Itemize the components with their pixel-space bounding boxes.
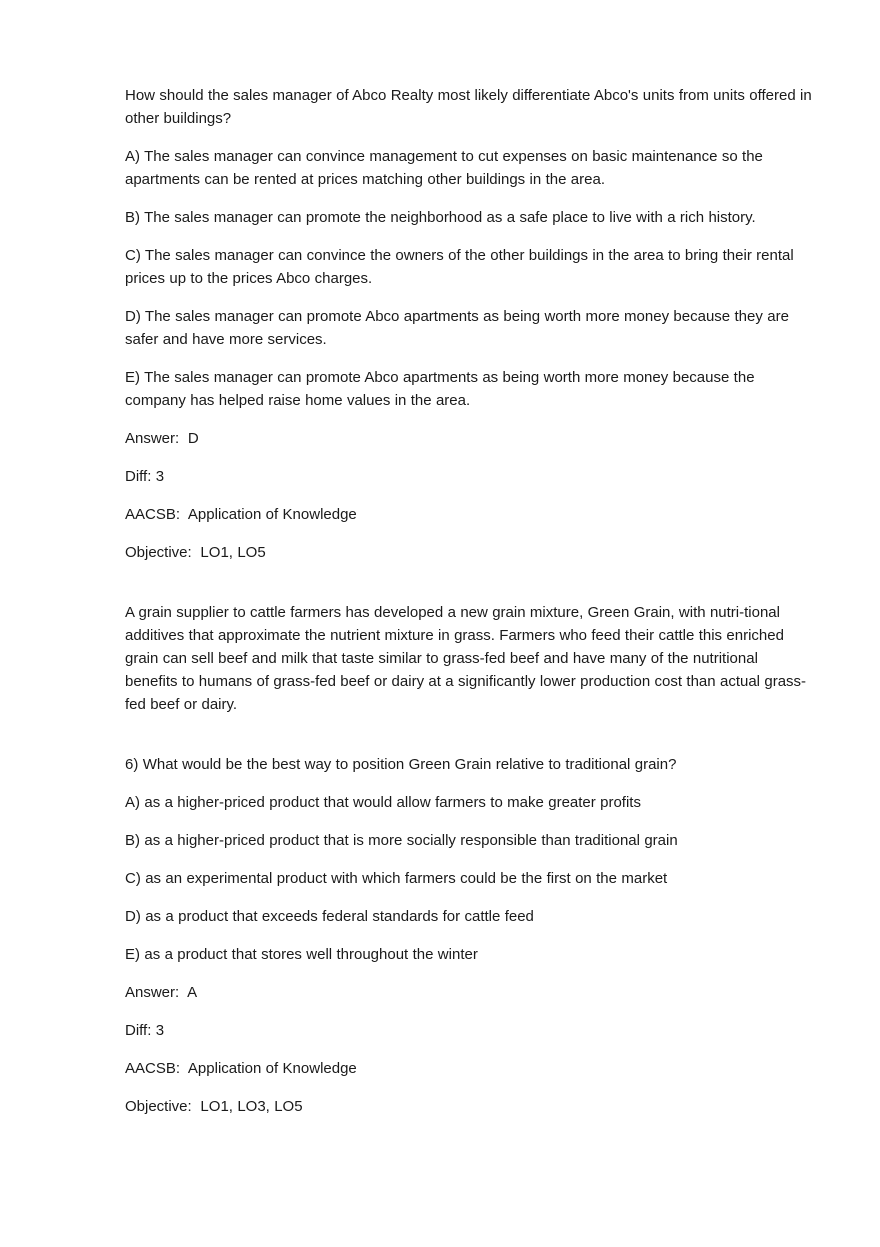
- aacsb-line: AACSB: Application of Knowledge: [125, 1060, 357, 1077]
- answer-line: Answer: D: [125, 430, 199, 447]
- answer-option-c: C) as an experimental product with which farmers could be the first on the market: [125, 870, 668, 887]
- aacsb-line: AACSB: Application of Knowledge: [125, 506, 357, 523]
- objective-line: Objective: LO1, LO5: [125, 544, 266, 561]
- answer-option-e: E) The sales manager can promote Abco apartments as being worth more money because the company has helped raise home values in the area.: [125, 369, 759, 409]
- answer-option-d: D) as a product that exceeds federal standards for cattle feed: [125, 908, 534, 925]
- answer-option-b: B) The sales manager can promote the neighborhood as a safe place to live with a rich history.: [125, 209, 756, 226]
- question-text: How should the sales manager of Abco Realty most likely differentiate Abco's units from units offered in other buildings?: [125, 87, 817, 127]
- answer-option-e: E) as a product that stores well throughout the winter: [125, 946, 478, 963]
- answer-option-b: B) as a higher-priced product that is more socially responsible than traditional grain: [125, 832, 678, 849]
- question-text: 6) What would be the best way to position Green Grain relative to traditional grain?: [125, 756, 677, 773]
- answer-option-c: C) The sales manager can convince the owners of the other buildings in the area to bring their rental prices up to the prices Abco charges.: [125, 247, 799, 287]
- difficulty-line: Diff: 3: [125, 1022, 165, 1039]
- answer-option-d: D) The sales manager can promote Abco apartments as being worth more money because they are safer and have more services.: [125, 308, 794, 348]
- document-content: [125, 84, 817, 1118]
- answer-option-a: A) as a higher-priced product that would allow farmers to make greater profits: [125, 794, 641, 811]
- answer-line: Answer: A: [125, 984, 198, 1001]
- objective-line: Objective: LO1, LO3, LO5: [125, 1098, 303, 1115]
- answer-option-a: A) The sales manager can convince management to cut expenses on basic maintenance so the apartments can be rented at prices matching other buildings in the area.: [125, 148, 768, 188]
- case-scenario-text: A grain supplier to cattle farmers has developed a new grain mixture, Green Grain, with nutri-tional additives that approximate the nutrient mixture in grass. Farmers who feed their cattle this enriched grain can sell beef and milk that taste similar to grass-fed beef and have many of the nutritional benefits to humans of grass-fed beef or dairy at a significantly lower production cost than actual grass-fed beef or dairy.: [125, 604, 807, 713]
- difficulty-line: Diff: 3: [125, 468, 165, 485]
